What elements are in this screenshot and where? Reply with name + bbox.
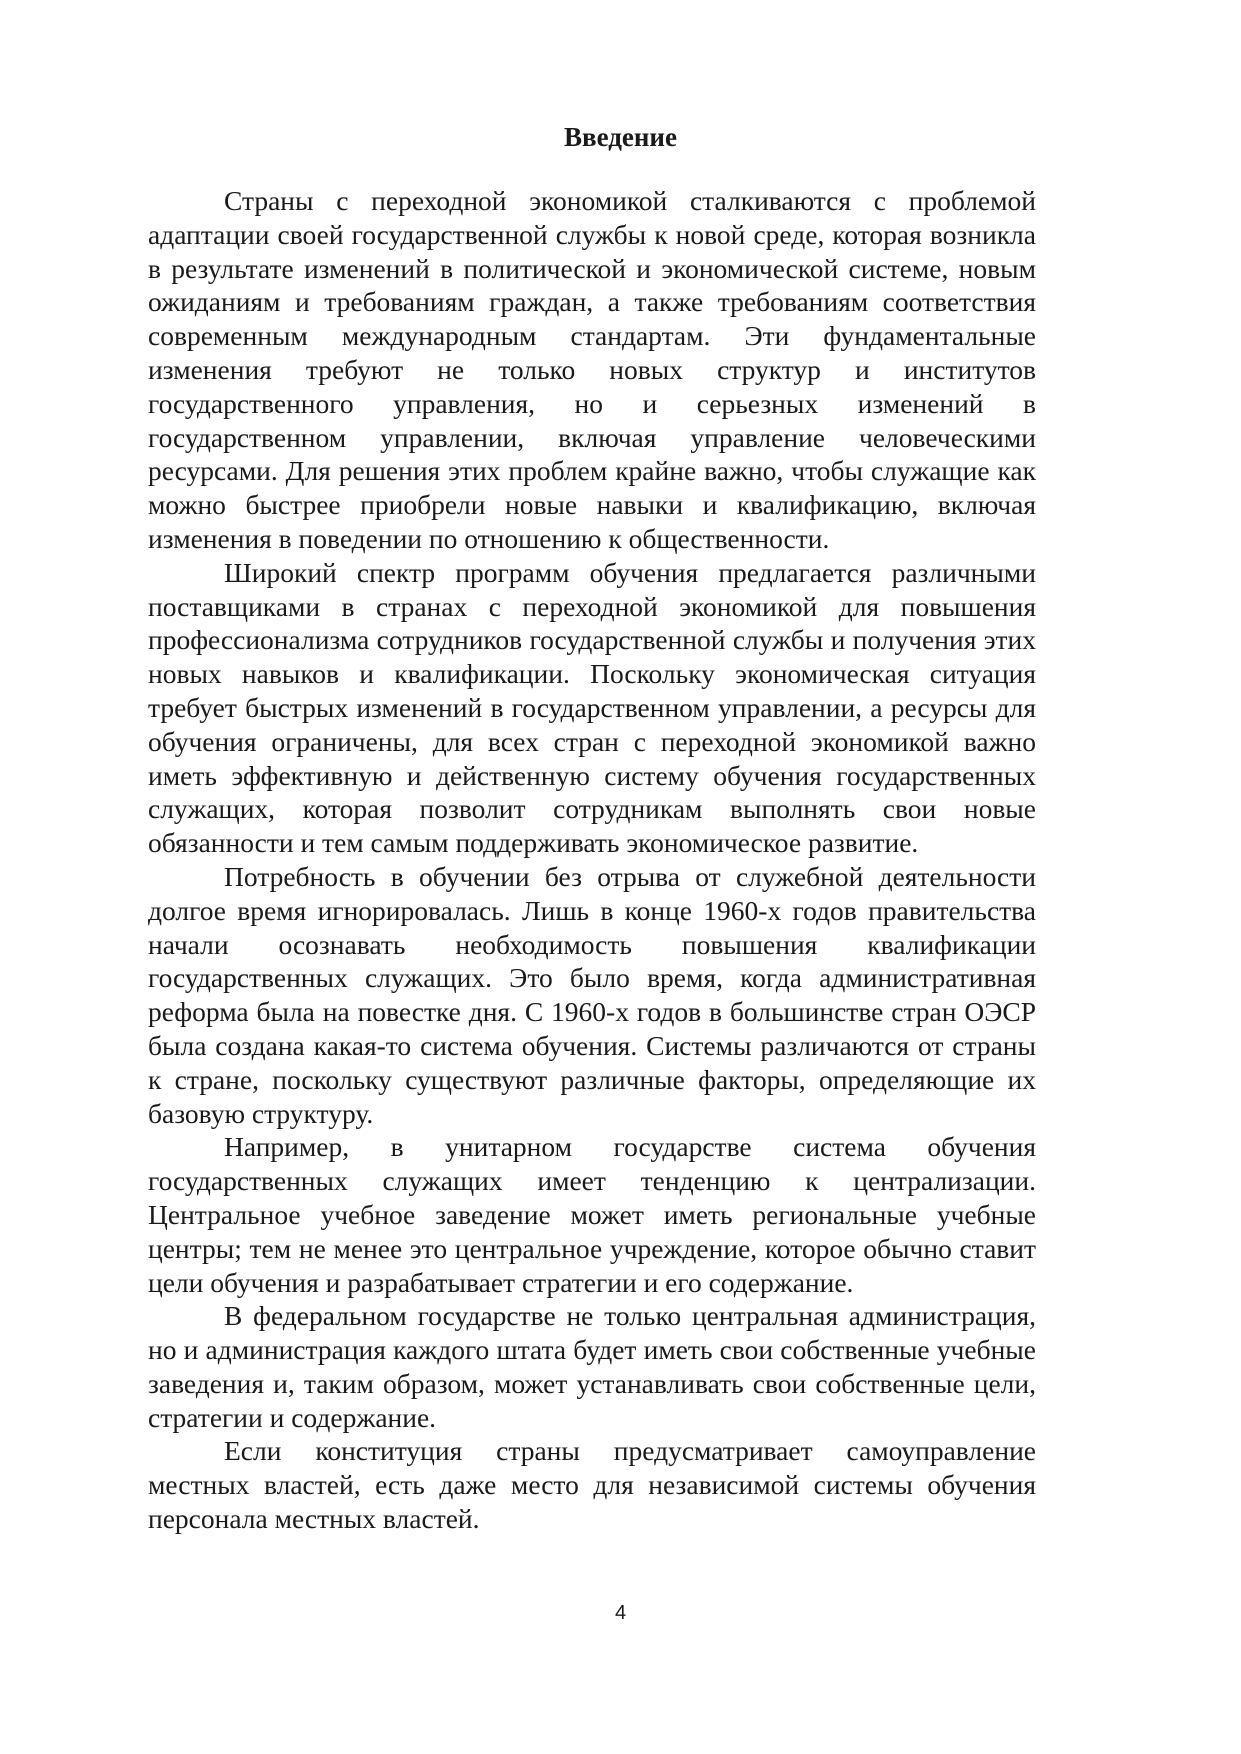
paragraph: В федеральном государстве не только центральная администрация, но и администрация каждого штата будет иметь свои собственные учебные заведения и, таким образом, может устанавливать свои собственные цели, стратегии и содержание. bbox=[148, 1300, 1036, 1433]
paragraph: Например, в унитарном государстве система обучения государственных служащих имеет тенденцию к централизации. Центральное учебное заведение может иметь региональные учебные центры; тем не менее это центральное учреждение, которое обычно ставит цели обучения и разрабатывает стратегии и его содержание. bbox=[148, 1131, 1036, 1298]
page-number: 4 bbox=[614, 1602, 627, 1624]
paragraph: Потребность в обучении без отрыва от служебной деятельности долгое время игнорировалась. Лишь в конце 1960-х годов правительства начали осознавать необходимость повышения квалификации государственных служащих. Это было время, когда административная реформа была на повестке дня. С 1960-х годов в большинстве стран ОЭСР была создана какая-то система обучения. Системы различаются от страны к стране, поскольку существуют различные факторы, определяющие их базовую структуру. bbox=[148, 860, 1036, 1129]
page-title: Введение bbox=[564, 122, 677, 152]
paragraph: Широкий спектр программ обучения предлагается различными поставщиками в странах с переходной экономикой для повышения профессионализма сотрудников государственной службы и получения этих новых навыков и квалификации. Поскольку экономическая ситуация требует быстрых изменений в государственном управлении, а ресурсы для обучения ограничены, для всех стран с переходной экономикой важно иметь эффективную и действенную систему обучения государственных служащих, которая позволит сотрудникам выполнять свои новые обязанности и тем самым поддерживать экономическое развитие. bbox=[148, 556, 1036, 859]
paragraph: Если конституция страны предусматривает самоуправление местных властей, есть даже место для независимой системы обучения персонала местных властей. bbox=[148, 1435, 1036, 1535]
paragraph: Страны с переходной экономикой сталкиваются с проблемой адаптации своей государственной службы к новой среде, которая возникла в результате изменений в политической и экономической системе, новым ожиданиям и требованиям граждан, а также требованиям соответствия современным международным стандартам. Эти фундаментальные изменения требуют не только новых структур и институтов государственного управления, но и серьезных изменений в государственном управлении, включая управление человеческими ресурсами. Для решения этих проблем крайне важно, чтобы служащие как можно быстрее приобрели новые навыки и квалификацию, включая изменения в поведении по отношению к общественности. bbox=[148, 185, 1036, 554]
document-body bbox=[148, 184, 1036, 1536]
